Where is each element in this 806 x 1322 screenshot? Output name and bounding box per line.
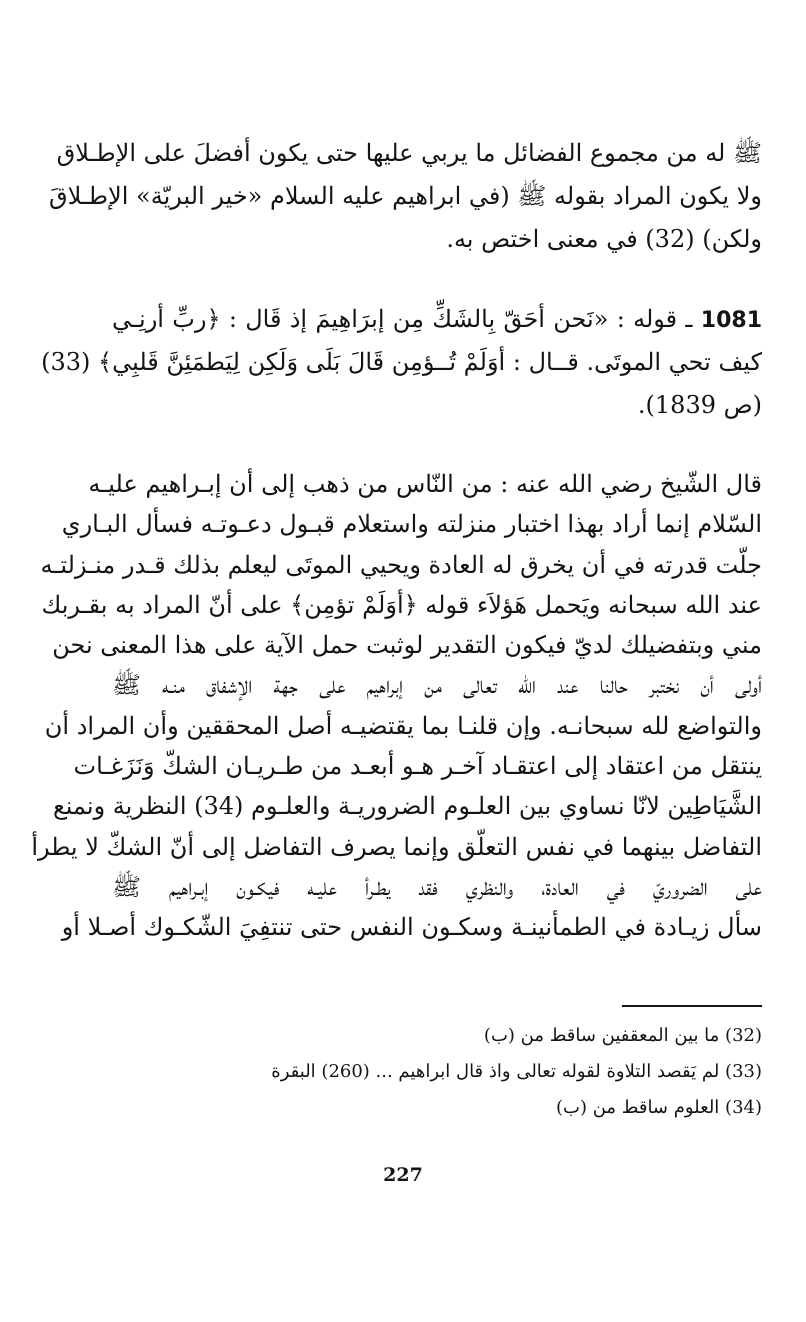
footnotes [200,1018,762,1126]
text-line: التفاضل بينهما في نفس التعلّق وإنما يصرف التفاضل إلى أنّ الشكّ لا يطرأ [31,832,762,861]
paragraph-1 [48,132,762,261]
text-line: على الضروريّ في العادة، والنظري فقد يطـرأ عليـه فيكـون إبـراهيم ﷺ [112,872,762,901]
paragraph-3 [31,464,762,948]
footnote: (33) لم يَقصد التلاوة لقوله تعالى واذ قال ابراهيم ... (260) البقرة [271,1061,762,1082]
paragraph-2 [41,298,763,427]
page-number: 227 [383,1164,423,1186]
footnote: (32) ما بين المعقفين ساقط من (ب) [483,1025,762,1046]
footnote: (34) العلوم ساقط من (ب) [555,1097,762,1118]
hadith-number: 1081 [700,308,763,333]
footnote-divider [622,1005,762,1007]
text-line: والتواضع لله سبحانـه. وإن قلنـا بما يقتضيـه أصل المحققين وأن المراد أن [44,711,762,740]
text-line: مني وبتفضيلك لديّ فيكون التقدير لوثبت حمل الآية على هذا المعنى نحن [52,631,762,660]
text-line: ينتقل من اعتقاد إلى اعتقـاد آخـر هـو أبعـد من طـريـان الشكّ وَنَزَغـات [73,752,762,781]
text-line: قال الشّيخ رضي الله عنه : من النّاس من ذهب إلى أن إبـراهيم عليـه [88,470,762,498]
text-line: الشَّيَاطِين لانّا نساوي بين العلـوم الضروريـة والعلـوم (34) النظرية ونمنع [53,792,762,821]
text-line: (ص 1839). [637,391,762,419]
text-line: ﷺ له من مجموع الفضائل ما يربي عليها حتى يكون أفضلَ على الإطـلاق [56,139,762,167]
text-line-numbered [112,298,762,341]
text-line: عند الله سبحانه ويَحمل هَؤلاَء قوله ﴿أوَلَمْ تؤمِن﴾ على أنّ المراد به بقـربك [41,590,762,619]
text-line: ولكن) (32) في معنى اختص به. [446,225,762,253]
text-line: سأل زيـادة في الطمأنينـة وسكـون النفس حتى تنتفِيَ الشّكـوك أصـلا أو [61,913,762,942]
text-line: جلّت قدرته في أن يخرق له العادة ويحيي الموتَى ليعلم بذلك قـدر منـزلتـه [40,550,762,579]
text-line: أولى أن نختبر حالنا عند الله تعالى من إبراهيم على جهة الإشفاق منـه ﷺ [112,671,762,700]
text-line: كيف تحي الموتَى. قــال : أوَلَمْ تُــؤمِن قَالَ بَلَى وَلَكِن لِيَطمَئِنَّ قَلبِي﴾ (33) [41,348,762,376]
text-line-content: ـ قوله : «نَحن أحَقّ بِالشَكِّ مِن إبرَاهِيمَ إذ قَال : ﴿ربِّ أرنِـي [112,305,693,333]
text-line: السّلام إنما أراد بهذا اختبار منزلته واستعلام قبـول دعـوتـه فسأل البـاري [61,510,762,539]
text-line: ولا يكون المراد بقوله ﷺ (في ابراهيم عليه السلام «خير البريّة» الإطـلاقَ [48,182,762,210]
